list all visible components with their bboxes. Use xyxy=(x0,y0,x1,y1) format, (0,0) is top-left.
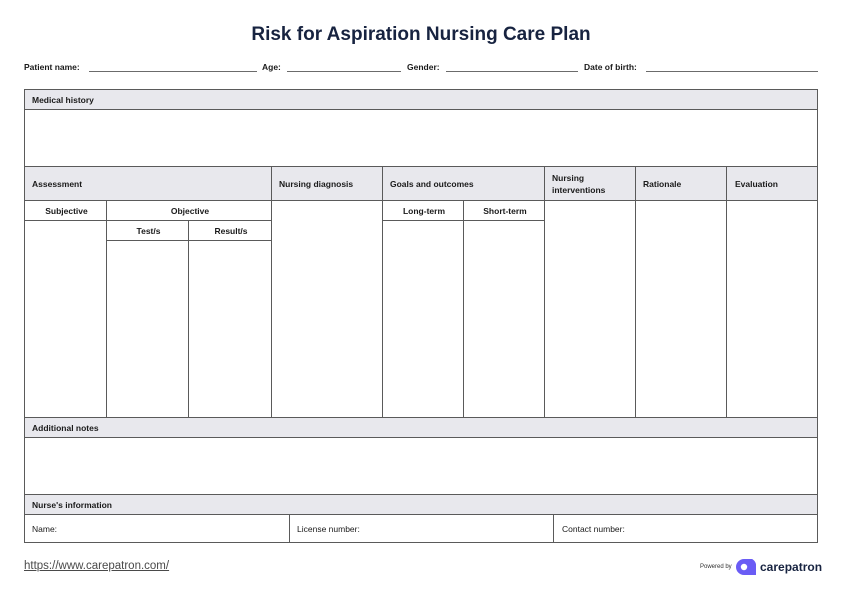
gender-label: Gender: xyxy=(407,62,440,72)
date-of-birth-field[interactable] xyxy=(646,63,818,72)
license-number-field[interactable] xyxy=(289,514,554,543)
date-of-birth-label: Date of birth: xyxy=(584,62,637,72)
patient-name-label: Patient name: xyxy=(24,62,80,72)
medical-history-area[interactable] xyxy=(24,109,818,167)
additional-notes-header xyxy=(24,417,818,438)
rationale-cell[interactable] xyxy=(635,200,727,418)
nursing-diagnosis-header xyxy=(271,166,383,201)
evaluation-label: Evaluation xyxy=(735,179,778,189)
additional-notes-label: Additional notes xyxy=(32,423,99,433)
nursing-interventions-label-1: Nursing xyxy=(552,173,585,183)
evaluation-cell[interactable] xyxy=(726,200,818,418)
carepatron-brand: carepatron xyxy=(760,560,823,574)
additional-notes-area[interactable] xyxy=(24,437,818,495)
results-label: Result/s xyxy=(214,226,248,236)
powered-by-label: Powered by xyxy=(700,564,732,570)
rationale-header xyxy=(635,166,727,201)
age-field[interactable] xyxy=(287,63,401,72)
long-term-header xyxy=(382,200,464,221)
gender-field[interactable] xyxy=(446,63,578,72)
subjective-label: Subjective xyxy=(45,206,88,216)
license-number-label: License number: xyxy=(297,524,360,534)
long-term-label: Long-term xyxy=(402,206,446,216)
nursing-interventions-cell[interactable] xyxy=(544,200,636,418)
objective-header xyxy=(106,200,272,221)
contact-number-label: Contact number: xyxy=(562,524,625,534)
subjective-header xyxy=(24,200,107,221)
objective-label: Objective xyxy=(170,206,210,216)
carepatron-logo-icon xyxy=(736,559,756,575)
medical-history-header xyxy=(24,89,818,110)
page-title: Risk for Aspiration Nursing Care Plan xyxy=(251,24,591,45)
results-header xyxy=(188,220,272,241)
patient-name-field[interactable] xyxy=(89,63,257,72)
subjective-cell[interactable] xyxy=(24,220,107,418)
tests-cell[interactable] xyxy=(106,240,189,418)
contact-number-field[interactable] xyxy=(553,514,818,543)
nursing-diagnosis-cell[interactable] xyxy=(271,200,383,418)
rationale-label: Rationale xyxy=(643,179,682,189)
long-term-cell[interactable] xyxy=(382,220,464,418)
nursing-diagnosis-label: Nursing diagnosis xyxy=(279,179,354,189)
nurse-name-field[interactable] xyxy=(24,514,290,543)
assessment-header xyxy=(24,166,272,201)
nursing-interventions-header xyxy=(544,166,636,201)
nurse-information-label: Nurse's information xyxy=(32,500,112,510)
nurse-name-label: Name: xyxy=(32,524,58,534)
assessment-label: Assessment xyxy=(32,179,83,189)
results-cell[interactable] xyxy=(188,240,272,418)
short-term-label: Short-term xyxy=(483,206,527,216)
nursing-interventions-label-2: interventions xyxy=(552,185,606,195)
tests-label: Test/s xyxy=(136,226,161,236)
short-term-header xyxy=(463,200,545,221)
age-label: Age: xyxy=(262,62,281,72)
short-term-cell[interactable] xyxy=(463,220,545,418)
medical-history-label: Medical history xyxy=(32,95,94,105)
goals-outcomes-header xyxy=(382,166,545,201)
evaluation-header xyxy=(726,166,818,201)
nurse-information-header xyxy=(24,494,818,515)
tests-header xyxy=(106,220,189,241)
goals-outcomes-label: Goals and outcomes xyxy=(390,179,474,189)
carepatron-link[interactable]: https://www.carepatron.com/ xyxy=(24,560,170,572)
